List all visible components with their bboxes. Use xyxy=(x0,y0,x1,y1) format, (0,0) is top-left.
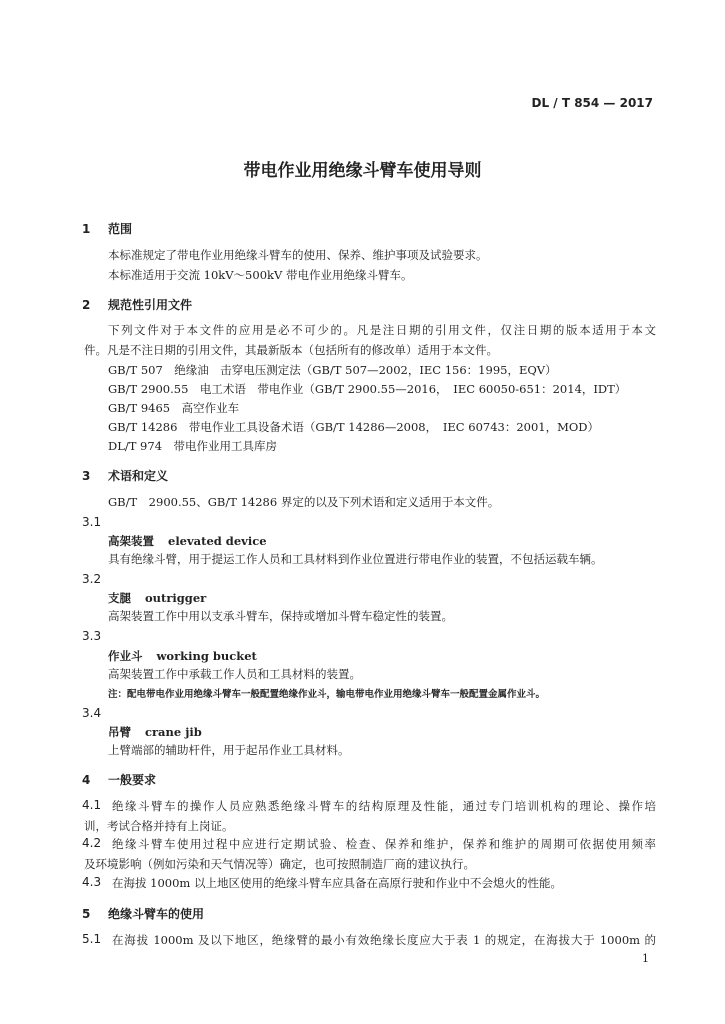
term-definition: 上臂端部的辅助杆件，用于起吊作业工具材料。 xyxy=(108,743,350,757)
section-1-title: 范围 xyxy=(108,222,133,236)
term-title xyxy=(108,590,206,606)
section-5-title: 绝缘斗臂车的使用 xyxy=(108,907,205,921)
section-1-heading xyxy=(82,220,132,237)
term-number: 3.4 xyxy=(82,706,102,720)
section-1-paragraph-2: 本标准适用于交流 10kV～500kV 带电作业用绝缘斗臂车。 xyxy=(108,268,413,282)
term-title xyxy=(108,648,257,664)
document-title: 带电作业用绝缘斗臂车使用导则 xyxy=(243,161,482,181)
term-english: working bucket xyxy=(156,649,257,663)
term-english: outrigger xyxy=(145,591,207,605)
section-2-intro-line-2: 件。凡是不注日期的引用文件，其最新版本（包括所有的修改单）适用于本文件。 xyxy=(84,343,498,357)
term-title xyxy=(108,533,267,549)
reference-item: DL/T 974 带电作业用工具库房 xyxy=(108,439,278,453)
section-5-heading xyxy=(82,905,204,922)
section-3-heading xyxy=(82,467,168,484)
reference-item: GB/T 9465 高空作业车 xyxy=(108,401,240,415)
term-english: crane jib xyxy=(145,725,202,739)
clause-number: 4.1 xyxy=(82,798,102,812)
section-1-paragraph-1: 本标准规定了带电作业用绝缘斗臂车的使用、保养、维护事项及试验要求。 xyxy=(108,248,488,262)
reference-item: GB/T 2900.55 电工术语 带电作业（GB/T 2900.55—2016， IEC 60050-651：2014，IDT） xyxy=(108,382,627,396)
term-definition: 具有绝缘斗臂，用于提运工作人员和工具材料到作业位置进行带电作业的装置，不包括运载车辆。 xyxy=(108,552,603,566)
section-1-number: 1 xyxy=(82,222,91,236)
section-2-heading xyxy=(82,296,192,313)
term-chinese: 支腿 xyxy=(108,591,131,605)
term-definition: 高架装置工作中承载工作人员和工具材料的装置。 xyxy=(108,667,361,681)
clause-4-2-line-2: 及环境影响（例如污染和天气情况等）确定，也可按照制造厂商的建议执行。 xyxy=(84,857,475,871)
clause-4-1-line-2: 训，考试合格并持有上岗证。 xyxy=(84,819,234,833)
section-4-title: 一般要求 xyxy=(108,773,157,787)
term-chinese: 高架装置 xyxy=(108,534,154,548)
term-number: 3.1 xyxy=(82,515,102,529)
section-3-intro: GB/T 2900.55、GB/T 14286 界定的以及下列术语和定义适用于本文件。 xyxy=(108,495,500,509)
term-chinese: 吊臂 xyxy=(108,725,131,739)
clause-number: 5.1 xyxy=(82,932,102,946)
term-number: 3.3 xyxy=(82,629,102,643)
term-chinese: 作业斗 xyxy=(108,649,143,663)
term-number: 3.2 xyxy=(82,572,102,586)
clause-number: 4.3 xyxy=(82,875,102,889)
section-4-number: 4 xyxy=(82,773,91,787)
section-2-title: 规范性引用文件 xyxy=(108,298,193,312)
section-4-heading xyxy=(82,771,156,788)
clause-number: 4.2 xyxy=(82,836,102,850)
term-title xyxy=(108,724,202,740)
clause-4-1-line-1: 绝缘斗臂车的操作人员应熟悉绝缘斗臂车的结构原理及性能，通过专门培训机构的理论、操作培 xyxy=(112,799,656,813)
clause-4-3-line-1: 在海拔 1000m 以上地区使用的绝缘斗臂车应具备在高原行驶和作业中不会熄火的性能。 xyxy=(112,876,562,890)
section-2-number: 2 xyxy=(82,298,91,312)
term-english: elevated device xyxy=(168,534,267,548)
reference-item: GB/T 507 绝缘油 击穿电压测定法（GB/T 507—2002，IEC 156：1995，EQV） xyxy=(108,363,557,377)
section-2-intro-line-1: 下列文件对于本文件的应用是必不可少的。凡是注日期的引用文件，仅注日期的版本适用于本文 xyxy=(108,323,656,337)
section-3-title: 术语和定义 xyxy=(108,469,169,483)
term-definition: 高架装置工作中用以支承斗臂车，保持或增加斗臂车稳定性的装置。 xyxy=(108,609,453,623)
section-5-number: 5 xyxy=(82,907,91,921)
term-note: 注：配电带电作业用绝缘斗臂车一般配置绝缘作业斗，输电带电作业用绝缘斗臂车一般配置金属作业斗。 xyxy=(108,689,546,700)
standard-number: DL / T 854 — 2017 xyxy=(531,96,653,110)
reference-item: GB/T 14286 带电作业工具设备术语（GB/T 14286—2008， IEC 60743：2001，MOD） xyxy=(108,420,600,434)
clause-4-2-line-1: 绝缘斗臂车使用过程中应进行定期试验、检查、保养和维护，保养和维护的周期可依据使用频率 xyxy=(112,837,656,851)
page-number: 1 xyxy=(642,952,649,965)
clause-5-1-line-1: 在海拔 1000m 及以下地区，绝缘臂的最小有效绝缘长度应大于表 1 的规定，在海拔大于 1000m 的 xyxy=(112,933,656,947)
section-3-number: 3 xyxy=(82,469,91,483)
